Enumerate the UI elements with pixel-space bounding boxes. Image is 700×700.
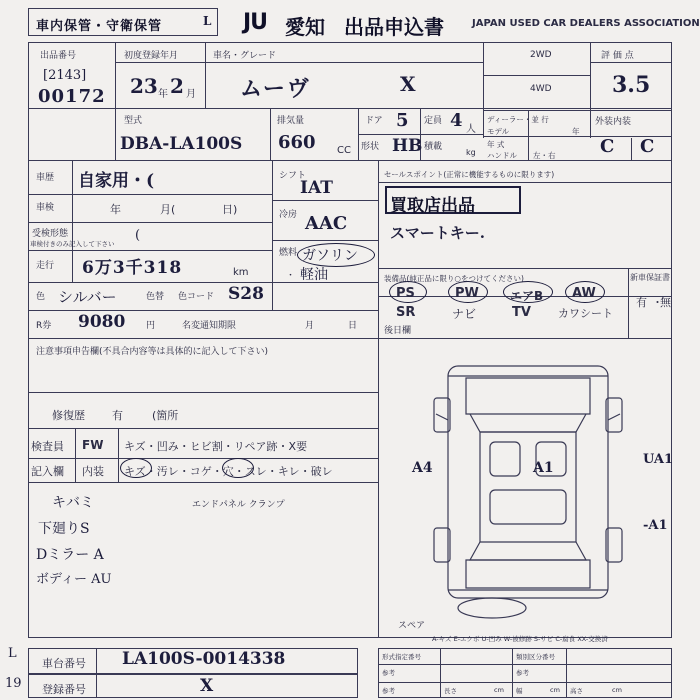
caution-label: 注意事項申告欄(不具合内容等は具体的に記入して下さい) [36,347,269,357]
new-car-warranty-label: 新車保証書 [630,273,670,282]
name-change-label: 名変通知期限 [182,321,237,331]
equip-airbag: エアB [510,289,544,303]
first-reg-month: 2 [170,74,184,98]
dealer-label: ディーラー・並 行 [487,115,549,124]
disp-unit: CC [337,145,351,156]
door-value: 5 [396,110,409,131]
inner-mark-circle-1 [120,458,152,478]
color-code-label: 色コード [178,292,215,302]
warranty-no: 無 [660,296,671,309]
drive-2wd: 2WD [530,50,552,60]
note-line-3: Dミラー A [36,547,104,563]
repair-label: 修復歴 [52,409,85,422]
fuel-label: 燃料 [279,248,298,258]
insp-form-note: 車検付きのみ記入して下さい [30,240,115,248]
dim-height: 高さ [570,687,583,695]
inspection-label: 車検 [36,203,55,213]
diagram-mark-right-upper: UA1 [643,452,674,467]
equip-ps-circle [389,281,427,303]
repair-yes: 有 [112,409,123,422]
name-change-month: 月 [305,321,315,331]
doc-title: 出品申込書 [344,15,444,39]
fuel-value: ガソリン [302,248,358,264]
rating-label: 評 価 点 [601,51,634,61]
note-line-1: キバミ [52,495,94,511]
first-reg-label: 初度登録年月 [124,51,179,61]
note-line-2: 下廻りS [38,521,90,537]
panel-note: エンドパネル クランプ [192,500,285,510]
equip-pw-circle [448,281,488,303]
unit-cm-3: cm [612,686,622,694]
shift-label: シフト [279,171,307,181]
ext-int-label: 外装内装 [595,117,632,127]
inspector-label: 検査員 [31,440,64,453]
capacity-unit: 人 [466,124,476,135]
model-label: 型式 [124,116,143,126]
equip-sr: SR [396,305,416,320]
inner-label: 内装 [82,465,104,478]
load-label: 積載 [424,142,443,152]
ju-logo: JU [243,10,268,35]
mileage-unit: km [233,267,249,278]
first-reg-month-unit: 月 [186,89,196,100]
color-code-value: S28 [228,284,264,304]
insp-form-paren: ( [135,228,141,243]
diagram-legend: A-キズ E-エクボ U-凹み W-被修跡 S-サビ C-腐食 XX-交換済 [432,635,608,643]
buy-shop-label: 買取店出品 [390,196,475,216]
storage-mark: L [203,14,212,28]
storage-label: 車内保管・守衛保管 [36,19,163,34]
exhibit-no-bracket: [2143] [43,68,87,83]
equip-ps: PS [396,286,415,301]
reg-label: 登録番号 [42,683,86,696]
dim-length: 長さ [444,687,457,695]
association-name: JAPAN USED CAR DEALERS ASSOCIATION [472,18,700,29]
car-diagram [396,350,660,628]
type-spec-label: 形式指定番号 [382,653,421,661]
model-year-label2: 年 式 [487,140,505,149]
repair-place: (箇所 [152,409,179,422]
note-line-4: ボディー AU [36,572,112,587]
disp-value: 660 [278,132,316,153]
entry-label: 記入欄 [31,465,64,478]
door-label: ドア [365,116,383,126]
inspection-year: 年 [110,203,121,216]
warranty-yes: 有 [636,296,647,309]
chassis-label: 車台番号 [42,657,86,670]
inner-mark-circle-2 [222,458,254,478]
outer-items: キズ・凹み・ヒビ割・リペア跡・X要 [124,440,308,453]
rating-value: 3.5 [612,72,651,98]
ref-label-3: 参考 [382,687,395,695]
capacity-value: 4 [450,110,463,131]
color-label: 色 [36,292,46,302]
grade: X [400,72,416,96]
post-date-label: 後日欄 [384,326,412,336]
equip-leather: カワシート [558,307,613,320]
ref-label-1: 参考 [382,669,395,677]
handle-label: ハンドル [487,151,517,160]
shape-value: HB [392,136,423,156]
ext-grade: C [600,136,615,157]
drive-4wd: 4WD [530,84,552,94]
handle-lr: 左・右 [533,151,556,160]
first-reg-year-unit: 年 [158,89,168,100]
rken-value: 9080 [78,312,126,332]
history-label: 車歴 [36,173,55,183]
equip-airbag-circle [503,281,553,303]
model-year-label: モデル [487,127,510,136]
fw-label: FW [82,438,104,452]
dim-width: 幅 [516,687,523,695]
smartkey-note: スマートキー. [390,224,485,242]
diagram-mark-right-lower: -A1 [643,518,668,533]
inspection-day: 日) [222,203,238,216]
chassis-value: LA100S-0014338 [122,649,286,669]
equip-navi: ナビ [452,307,477,321]
shape-label: 形状 [361,142,380,152]
equip-tv: TV [512,305,531,320]
left-margin-mark: L [8,646,17,661]
spare-label: スペア [398,621,426,631]
exhibit-no-label: 出品番号 [40,51,77,61]
car-name-label: 車名・グレード [213,51,277,61]
color-value: シルバー [58,288,117,306]
car-name: ムーヴ [240,76,311,102]
ac-value: AAC [305,213,348,234]
int-grade: C [640,136,655,157]
equip-pw: PW [455,286,479,301]
unit-cm-1: cm [494,686,504,694]
load-unit: kg [466,148,476,157]
left-margin-num: 19 [5,676,22,691]
color-change-label: 色替 [146,292,165,302]
history-value: 自家用・( [78,171,155,191]
disp-label: 排気量 [277,116,305,126]
sales-point-label: セールスポイント(正常に機能するものに限ります) [384,170,555,179]
fuel-dot: ・ [286,271,296,281]
equip-label: 装備品(純正品に限り○をつけてください) [384,274,524,283]
reg-value: X [200,676,214,696]
exhibit-no: 00172 [38,86,106,107]
mileage-label: 走行 [36,261,55,271]
diagram-mark-front-left: A4 [412,460,433,476]
inspection-month: 月( [160,203,176,216]
equip-aw: AW [572,286,596,301]
capacity-label: 定員 [424,116,443,126]
warranty-sep: ・ [652,296,663,309]
equip-aw-circle [565,281,605,303]
fuel-value2: 軽油 [300,267,328,283]
inner-items: キズ・汚レ・コゲ・穴・スレ・キレ・破レ [124,465,333,478]
name-change-day: 日 [348,321,358,331]
diagram-mark-center: A1 [533,460,554,476]
rken-label: R券 [36,321,52,331]
ref-label-2: 参考 [516,669,529,677]
insp-form-label: 受検形態 [32,229,69,239]
model-year-unit: 年 [572,127,580,136]
shift-value: IAT [300,178,333,198]
model-value: DBA-LA100S [120,134,243,154]
first-reg-year: 23 [130,74,158,98]
ac-label: 冷房 [279,210,298,220]
unit-cm-2: cm [550,686,560,694]
prefecture: 愛知 [285,15,325,39]
mileage-value: 6万3千318 [82,258,183,278]
class-div-label: 類別区分番号 [516,653,555,661]
rken-unit: 円 [146,321,156,331]
